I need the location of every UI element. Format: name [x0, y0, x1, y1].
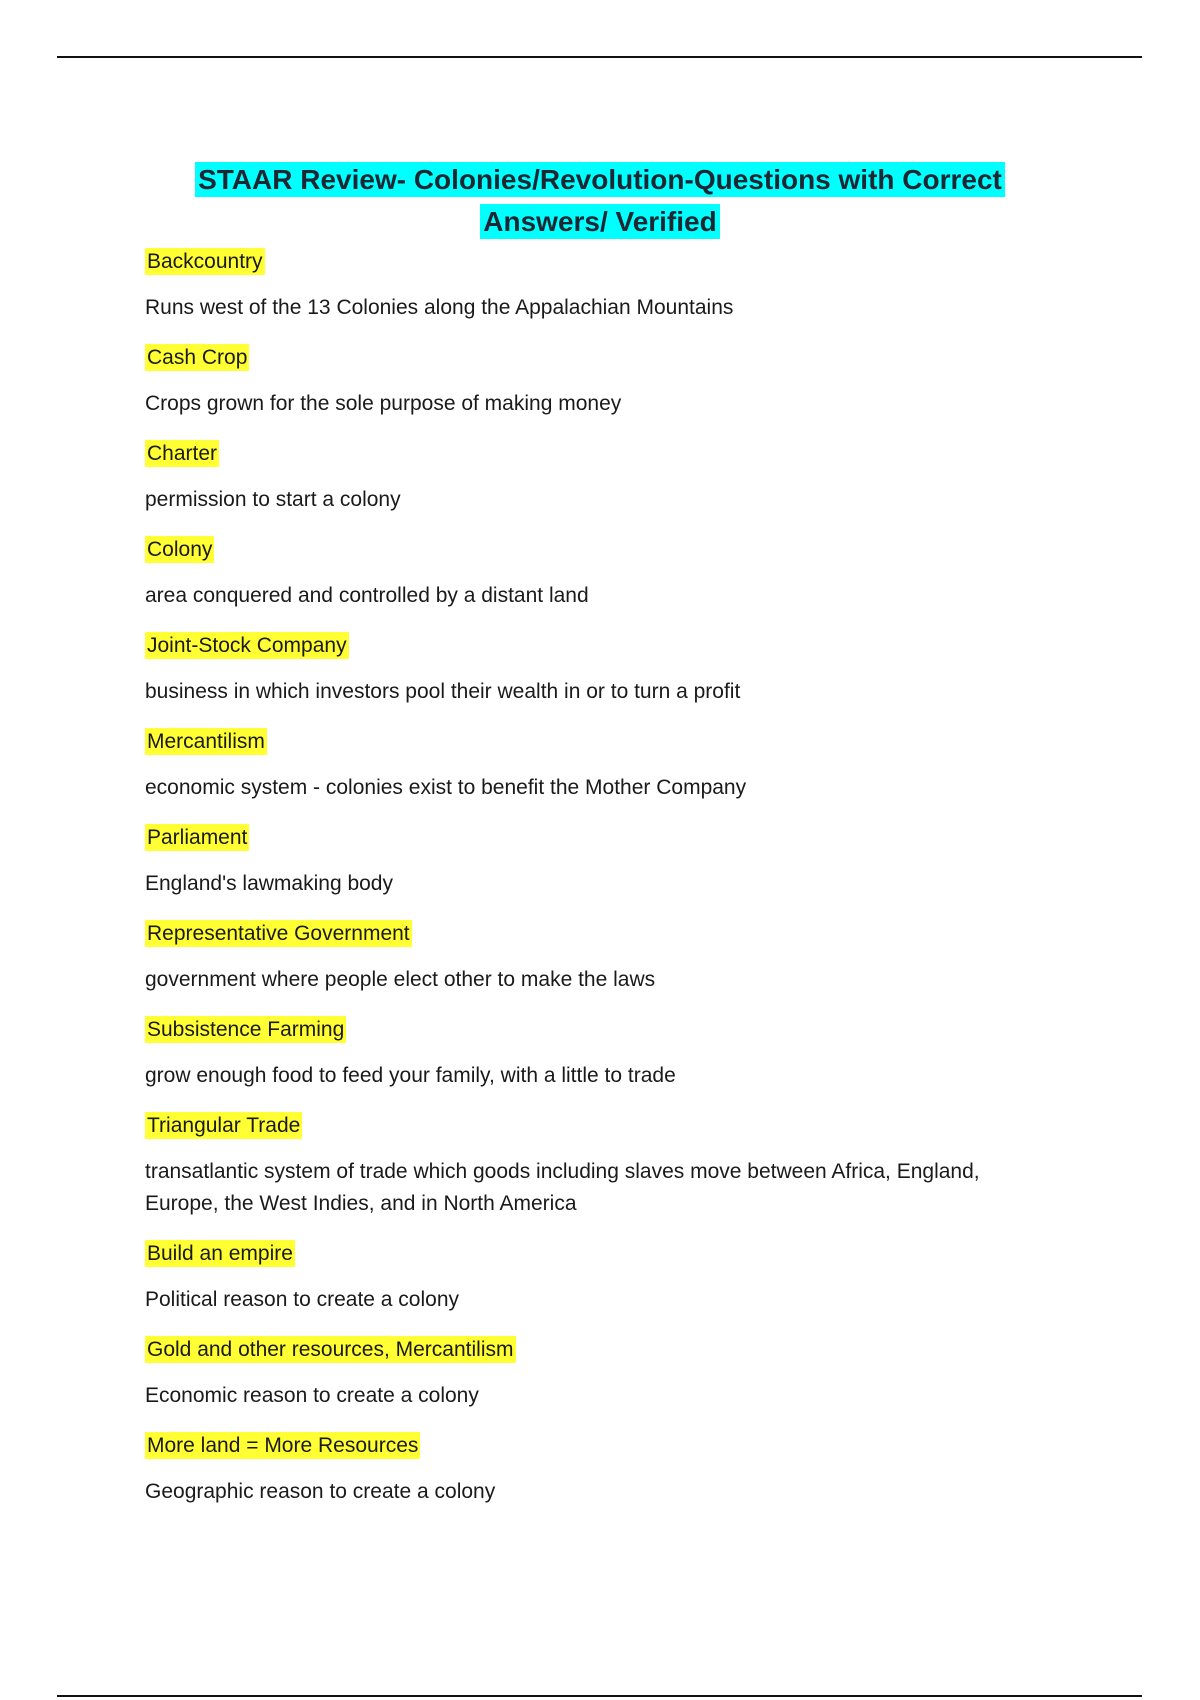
- term: Backcountry: [147, 250, 263, 273]
- glossary-entry: [145, 1012, 1045, 1108]
- title-line-1: STAAR Review- Colonies/Revolution-Questions with Correct: [195, 162, 1005, 197]
- definition: transatlantic system of trade which goods including slaves move between Africa, England, Europe, the West Indies, and in North America: [145, 1160, 980, 1215]
- glossary-entry: [145, 532, 1045, 628]
- term: Triangular Trade: [147, 1114, 301, 1137]
- definition: permission to start a colony: [145, 488, 401, 511]
- glossary-entry: [145, 820, 1045, 916]
- definition: area conquered and controlled by a distant land: [145, 584, 589, 607]
- term: More land = More Resources: [147, 1434, 419, 1457]
- glossary-entry: [145, 724, 1045, 820]
- term: Build an empire: [147, 1242, 293, 1265]
- term: Mercantilism: [147, 730, 265, 753]
- definition: England's lawmaking body: [145, 872, 393, 895]
- glossary-entry: [145, 244, 1045, 340]
- glossary-entry: [145, 1236, 1045, 1332]
- glossary-entry: [145, 340, 1045, 436]
- definition: Crops grown for the sole purpose of making money: [145, 392, 622, 415]
- definition: Political reason to create a colony: [145, 1288, 460, 1311]
- glossary-entry: [145, 916, 1045, 1012]
- title-line-2: Answers/ Verified: [480, 204, 719, 239]
- glossary-entry: [145, 1332, 1045, 1428]
- page-title: [100, 159, 1100, 243]
- glossary-entry: [145, 436, 1045, 532]
- term: Charter: [147, 442, 218, 465]
- definition: Economic reason to create a colony: [145, 1384, 479, 1407]
- definition: business in which investors pool their wealth in or to turn a profit: [145, 680, 741, 703]
- definition: Runs west of the 13 Colonies along the Appalachian Mountains: [145, 296, 734, 319]
- definition: economic system - colonies exist to benefit the Mother Company: [145, 776, 747, 799]
- term: Colony: [147, 538, 213, 561]
- definition: government where people elect other to make the laws: [145, 968, 656, 991]
- term: Representative Government: [147, 922, 410, 945]
- definition: grow enough food to feed your family, with a little to trade: [145, 1064, 676, 1087]
- glossary-entry: [145, 1428, 1045, 1524]
- definition: Geographic reason to create a colony: [145, 1480, 496, 1503]
- term: Cash Crop: [147, 346, 248, 369]
- glossary-list: [145, 244, 1045, 1524]
- glossary-entry: [145, 628, 1045, 724]
- footer-rule: [57, 1695, 1142, 1697]
- term: Subsistence Farming: [147, 1018, 345, 1041]
- header-rule: [57, 56, 1142, 58]
- term: Parliament: [147, 826, 248, 849]
- glossary-entry: [145, 1108, 1045, 1236]
- term: Gold and other resources, Mercantilism: [147, 1338, 514, 1361]
- term: Joint-Stock Company: [147, 634, 347, 657]
